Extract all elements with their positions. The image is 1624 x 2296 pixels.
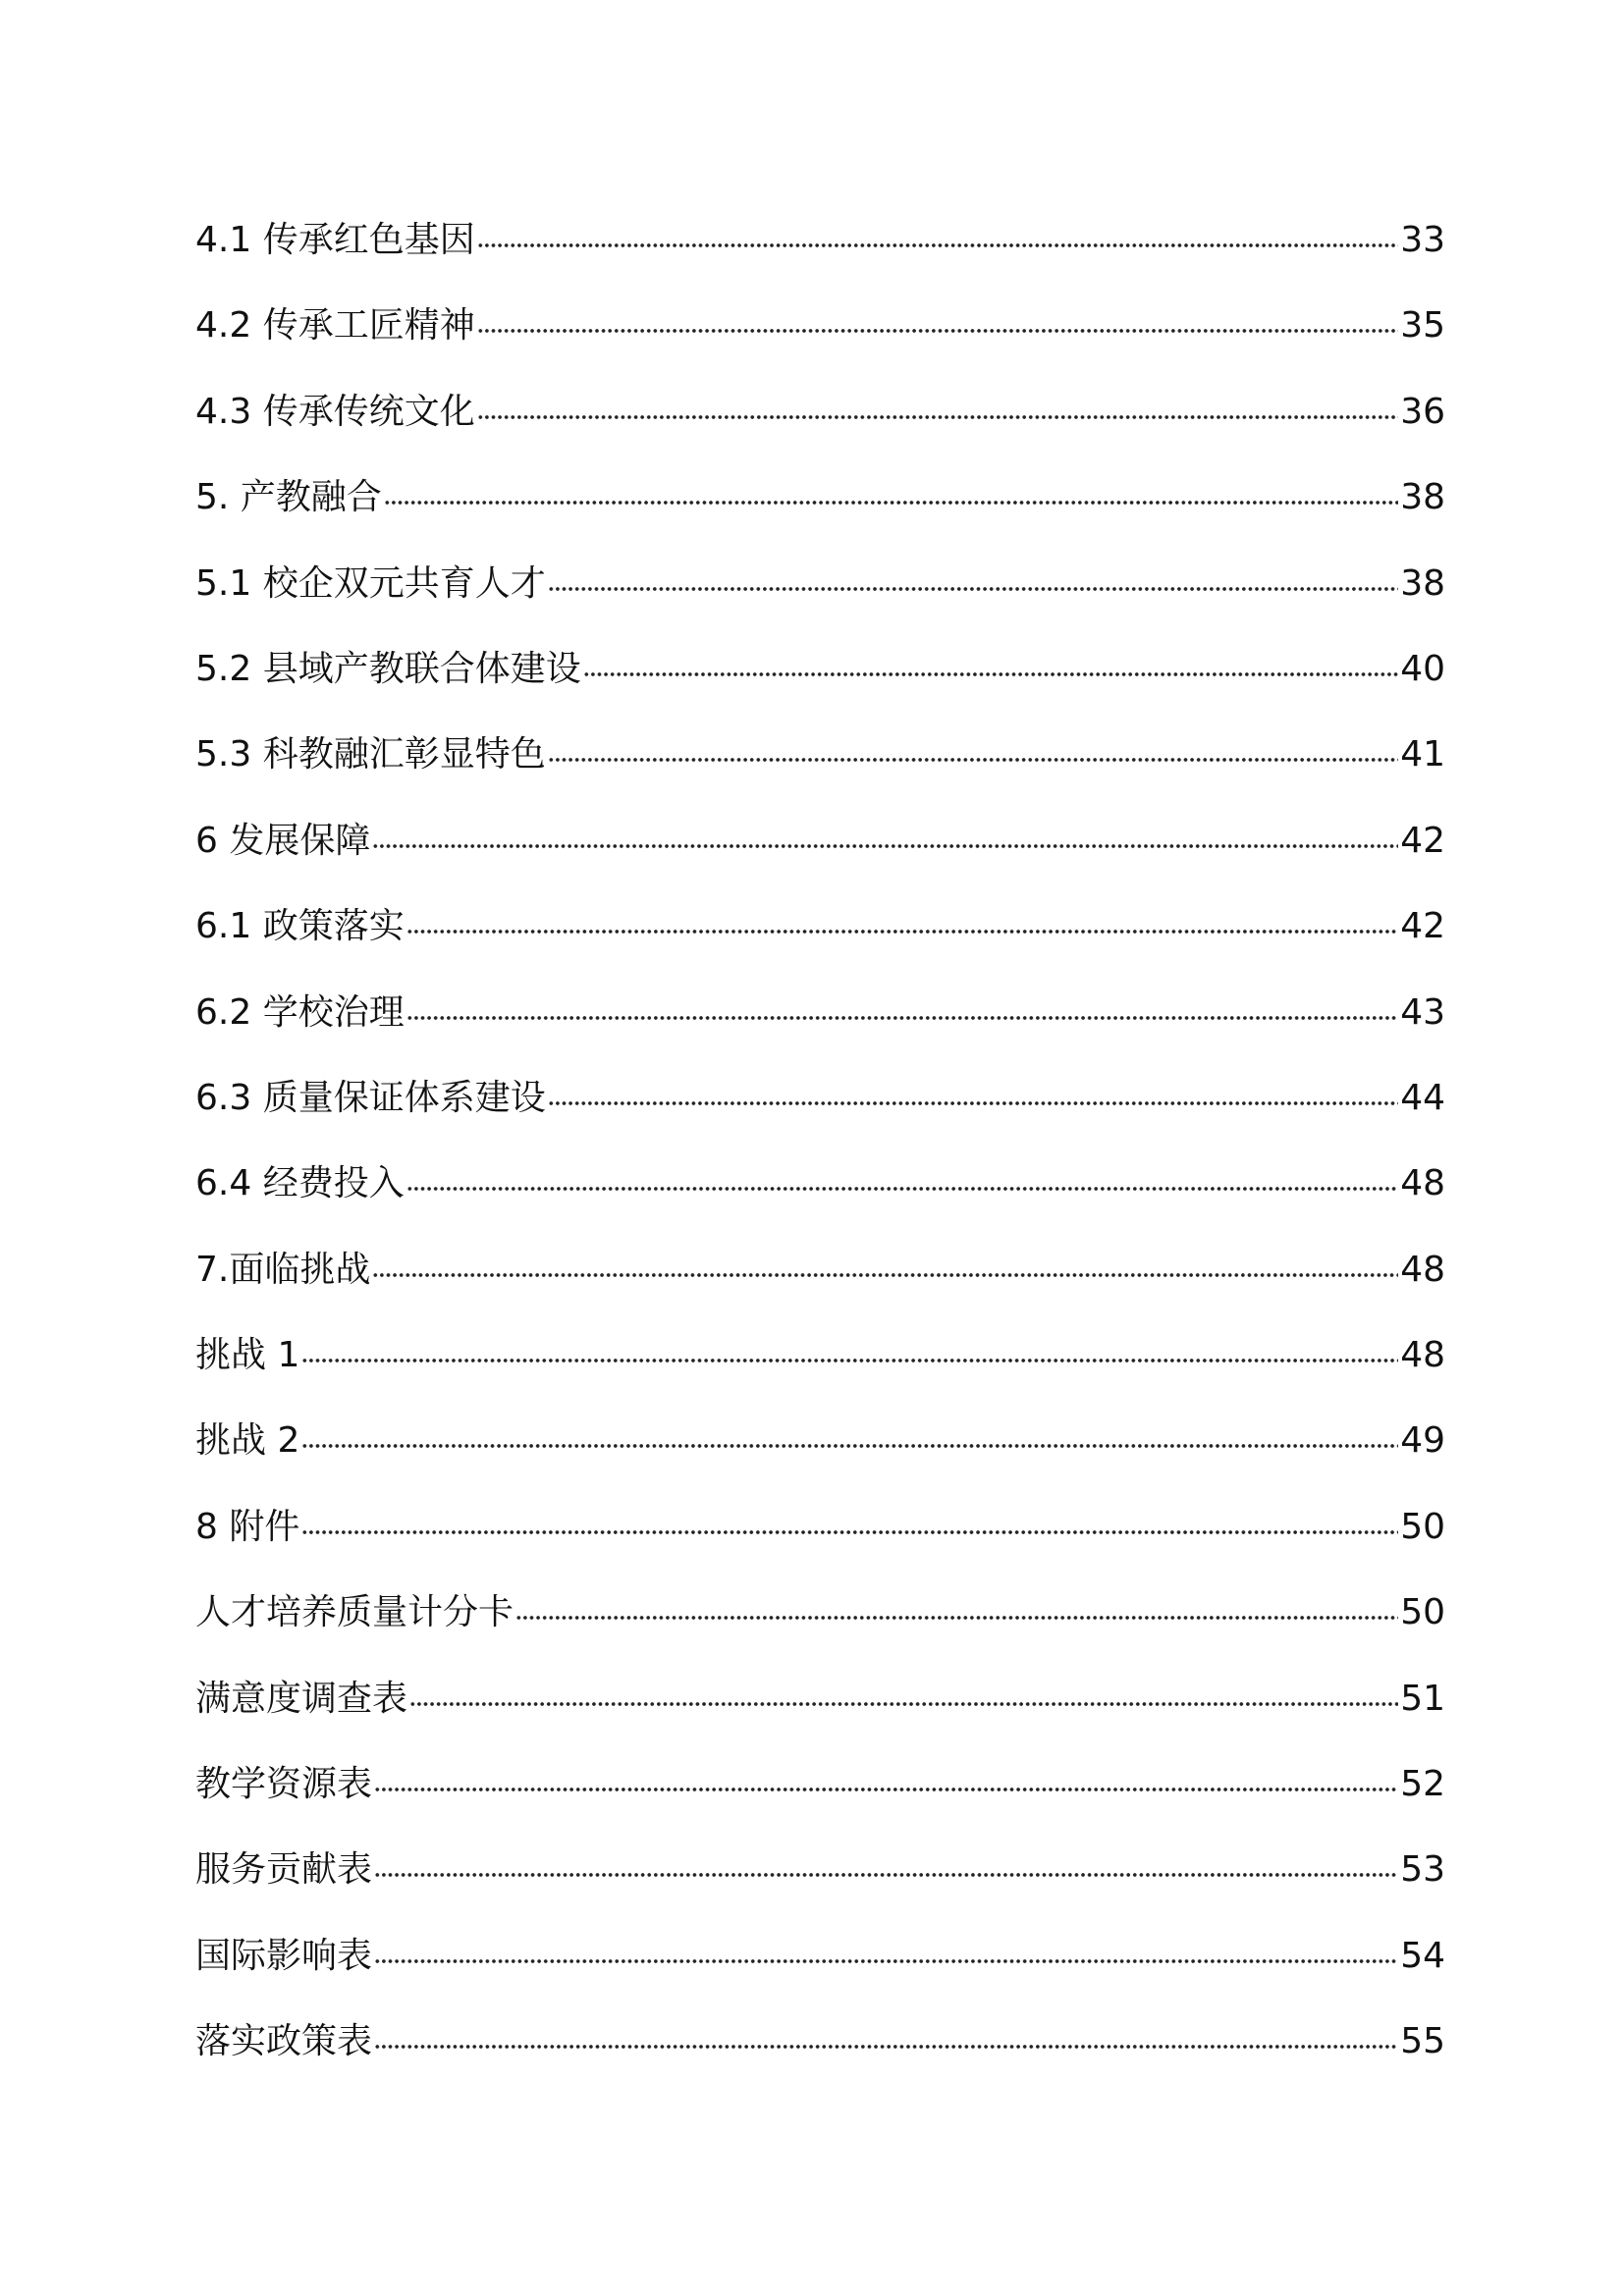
toc-page-number: 55: [1400, 2021, 1445, 2062]
toc-entry[interactable]: [195, 725, 1445, 811]
toc-dot-leader: [301, 1529, 1398, 1535]
toc-page-number: 54: [1400, 1935, 1445, 1976]
toc-page-number: 52: [1400, 1764, 1445, 1805]
toc-entry-title: 6.4 经费投入: [195, 1163, 405, 1204]
toc-dot-leader: [477, 414, 1398, 420]
toc-dot-leader: [406, 1015, 1398, 1021]
toc-page-number: 41: [1400, 734, 1445, 775]
toc-page-number: 35: [1400, 305, 1445, 347]
toc-entry-title: 挑战 2: [195, 1420, 300, 1462]
toc-entry[interactable]: [195, 1154, 1445, 1240]
toc-dot-leader: [374, 1958, 1398, 1964]
table-of-contents: [195, 211, 1445, 2099]
toc-page-number: 40: [1400, 648, 1445, 689]
toc-entry[interactable]: [195, 1498, 1445, 1583]
toc-page-number: 38: [1400, 562, 1445, 604]
toc-dot-leader: [583, 671, 1398, 677]
toc-entry[interactable]: [195, 812, 1445, 897]
toc-entry[interactable]: [195, 296, 1445, 382]
toc-entry[interactable]: [195, 1412, 1445, 1497]
toc-dot-leader: [406, 929, 1398, 934]
toc-entry-title: 落实政策表: [195, 2021, 373, 2062]
toc-entry-title: 挑战 1: [195, 1335, 300, 1376]
toc-entry[interactable]: [195, 1670, 1445, 1755]
toc-page-number: 48: [1400, 1335, 1445, 1376]
toc-page-number: 44: [1400, 1077, 1445, 1118]
toc-entry-title: 6.3 质量保证体系建设: [195, 1077, 546, 1118]
toc-entry-title: 教学资源表: [195, 1764, 373, 1805]
toc-dot-leader: [374, 2044, 1398, 2050]
toc-entry[interactable]: [195, 897, 1445, 983]
toc-entry[interactable]: [195, 1841, 1445, 1926]
toc-entry[interactable]: [195, 383, 1445, 468]
toc-page-number: 48: [1400, 1249, 1445, 1290]
toc-dot-leader: [301, 1358, 1398, 1363]
toc-entry-title: 5.3 科教融汇彰显特色: [195, 734, 546, 775]
toc-dot-leader: [372, 1272, 1398, 1278]
toc-page-number: 50: [1400, 1506, 1445, 1547]
toc-page-number: 49: [1400, 1420, 1445, 1462]
toc-entry-title: 4.2 传承工匠精神: [195, 305, 475, 347]
toc-dot-leader: [548, 757, 1398, 763]
toc-entry-title: 6.1 政策落实: [195, 906, 405, 947]
toc-dot-leader: [406, 1186, 1398, 1192]
toc-entry[interactable]: [195, 1241, 1445, 1326]
toc-page-number: 38: [1400, 477, 1445, 518]
toc-entry[interactable]: [195, 468, 1445, 554]
toc-entry-title: 6 发展保障: [195, 820, 371, 861]
toc-entry-title: 4.3 传承传统文化: [195, 391, 475, 432]
toc-entry[interactable]: [195, 2012, 1445, 2098]
toc-page-number: 51: [1400, 1678, 1445, 1719]
toc-dot-leader: [301, 1443, 1398, 1449]
toc-page-number: 48: [1400, 1163, 1445, 1204]
toc-entry[interactable]: [195, 1755, 1445, 1841]
toc-dot-leader: [384, 500, 1398, 506]
toc-page-number: 36: [1400, 391, 1445, 432]
toc-page-number: 42: [1400, 906, 1445, 947]
toc-entry[interactable]: [195, 1326, 1445, 1412]
toc-entry-title: 5.2 县域产教联合体建设: [195, 648, 581, 689]
toc-dot-leader: [372, 843, 1398, 849]
toc-dot-leader: [477, 242, 1398, 248]
toc-page-number: 43: [1400, 991, 1445, 1033]
toc-entry[interactable]: [195, 1927, 1445, 2012]
toc-dot-leader: [548, 1100, 1398, 1106]
toc-entry[interactable]: [195, 1069, 1445, 1154]
toc-entry-title: 国际影响表: [195, 1935, 373, 1976]
toc-entry-title: 6.2 学校治理: [195, 991, 405, 1033]
toc-page-number: 42: [1400, 820, 1445, 861]
toc-page-number: 33: [1400, 220, 1445, 260]
toc-dot-leader: [409, 1701, 1398, 1707]
toc-entry-title: 服务贡献表: [195, 1849, 373, 1891]
toc-page-number: 50: [1400, 1592, 1445, 1633]
toc-entry-title: 5. 产教融合: [195, 477, 382, 518]
toc-entry[interactable]: [195, 640, 1445, 725]
toc-dot-leader: [515, 1615, 1398, 1621]
toc-entry-title: 人才培养质量计分卡: [195, 1592, 514, 1633]
toc-entry-title: 5.1 校企双元共育人才: [195, 562, 546, 604]
toc-dot-leader: [374, 1787, 1398, 1792]
toc-entry-title: 8 附件: [195, 1506, 300, 1547]
toc-entry-title: 满意度调查表: [195, 1678, 408, 1719]
toc-entry[interactable]: [195, 211, 1445, 296]
toc-entry[interactable]: [195, 984, 1445, 1069]
toc-dot-leader: [477, 328, 1398, 334]
toc-entry[interactable]: [195, 1583, 1445, 1669]
toc-entry-title: 7.面临挑战: [195, 1249, 371, 1290]
toc-page-number: 53: [1400, 1849, 1445, 1891]
toc-entry-title: 4.1 传承红色基因: [195, 220, 475, 260]
toc-dot-leader: [548, 586, 1398, 592]
toc-dot-leader: [374, 1872, 1398, 1878]
toc-entry[interactable]: [195, 555, 1445, 640]
